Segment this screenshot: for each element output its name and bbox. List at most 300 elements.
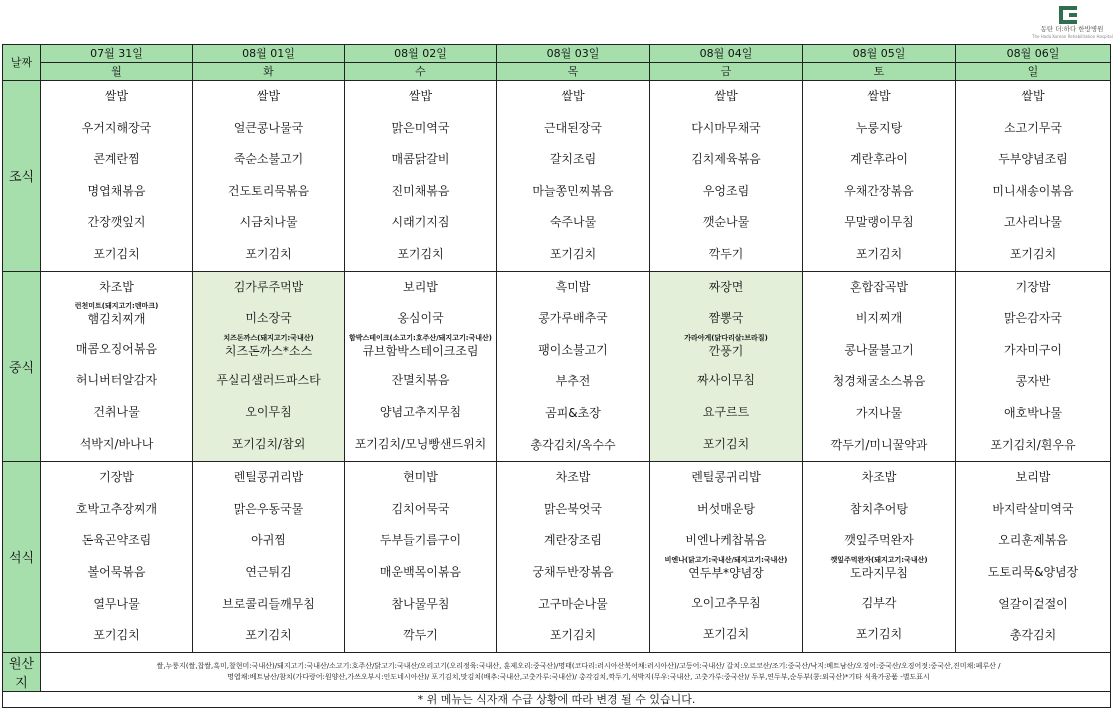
menu-item (193, 303, 344, 335)
menu-item (41, 525, 192, 557)
dish-name: 짬뽕국 (708, 311, 744, 326)
dish-name: 매콤오징어볶음 (75, 341, 158, 356)
dish-name: 맑은우동국물 (233, 501, 304, 516)
menu-item (956, 462, 1110, 494)
menu-item (650, 397, 802, 429)
menu-cell (345, 271, 497, 462)
dish-name: 차조밥 (861, 470, 897, 485)
meal-label: 조식 (3, 81, 41, 272)
menu-item (345, 113, 496, 145)
dish-name: 무말랭이무침 (844, 215, 914, 230)
menu-item (497, 430, 649, 462)
menu-item (956, 144, 1110, 176)
dish-name: 도라지무침 (850, 565, 908, 580)
menu-item (803, 619, 955, 651)
menu-item (41, 272, 192, 304)
dish-name: 연근튀김 (245, 564, 292, 579)
dish-name: 도토리묵&양념장 (987, 564, 1079, 579)
dish-name: 오이무침 (245, 404, 292, 419)
dish-name: 콩가루배추국 (538, 311, 608, 326)
dish-name: 기장밥 (99, 470, 134, 485)
dish-name: 참나물무침 (391, 596, 450, 611)
menu-item (650, 429, 802, 461)
weekday-header: 토 (803, 63, 956, 81)
menu-item (956, 113, 1110, 145)
dish-name: 다시마무채국 (691, 120, 761, 135)
menu-cell (41, 462, 193, 653)
dish-name: 김치어묵국 (391, 501, 450, 516)
dish-name: 깍두기 (403, 628, 438, 643)
menu-item (193, 620, 344, 652)
menu-item (803, 207, 955, 239)
dish-name: 짜사이무침 (697, 373, 755, 388)
dish-name: 건도토리묵볶음 (227, 183, 310, 198)
menu-cell (193, 271, 345, 462)
dish-name: 볼어묵볶음 (87, 564, 146, 579)
menu-item (650, 619, 802, 651)
dish-name: 얼갈이겉절이 (998, 596, 1068, 611)
menu-item (956, 239, 1110, 271)
dish-name: 차조밥 (555, 470, 591, 485)
menu-item (497, 557, 649, 589)
dish-name: 숙주나물 (549, 215, 597, 230)
menu-item (803, 398, 955, 430)
dish-name: 깍두기/미니꿀약과 (830, 437, 928, 452)
dish-name: 혼합잡곡밥 (850, 279, 908, 294)
menu-item (956, 272, 1110, 304)
menu-item (956, 430, 1110, 462)
menu-item (345, 176, 496, 208)
menu-item (193, 365, 344, 397)
dish-name: 우거지해장국 (81, 120, 152, 135)
dish-name: 포기김치 (93, 628, 140, 643)
menu-item (345, 462, 496, 494)
menu-cell (193, 81, 345, 272)
date-column-label: 날짜 (3, 45, 41, 81)
date-header: 07월 31일 (41, 45, 193, 63)
menu-cell (345, 462, 497, 653)
dish-name: 비엔나케찹볶음 (685, 533, 767, 548)
dish-name: 간장깻잎지 (87, 215, 146, 230)
dish-name: 호박고추장찌개 (75, 501, 158, 516)
menu-cell (803, 271, 956, 462)
menu-item (345, 397, 496, 429)
menu-item (956, 335, 1110, 367)
origin-note: 함박스테이크(소고기:호주산/돼지고기:국내산) (348, 333, 493, 342)
dish-name: 돈육곤약조림 (81, 533, 152, 548)
menu-cell (956, 271, 1111, 462)
menu-item (345, 239, 496, 271)
dish-name: 잔멸치볶음 (391, 373, 450, 388)
dish-name: 포기김치 (245, 628, 292, 643)
menu-item (41, 429, 192, 461)
dish-name: 계란장조림 (544, 533, 602, 548)
menu-item (193, 81, 344, 113)
dish-name: 쌀밥 (256, 89, 281, 103)
menu-item (497, 239, 649, 271)
menu-item (41, 365, 192, 397)
menu-item (650, 113, 802, 145)
menu-item (41, 620, 192, 652)
menu-item (956, 589, 1110, 621)
dish-name: 렌틸콩귀리밥 (233, 470, 304, 485)
dish-name: 푸실리샐러드파스타 (216, 373, 321, 388)
hospital-logo (1032, 6, 1112, 38)
dish-name: 허니버터알감자 (75, 373, 158, 388)
dish-name: 두부들기름구이 (379, 533, 462, 548)
origin-note: 가라아게(닭다리살:브라질) (684, 333, 768, 342)
date-header: 08월 03일 (497, 45, 650, 63)
date-header: 08월 01일 (193, 45, 345, 63)
menu-item (956, 176, 1110, 208)
dish-name: 시래기지짐 (391, 215, 450, 230)
dish-name: 깍두기 (708, 246, 744, 261)
menu-item (497, 494, 649, 526)
menu-item (345, 144, 496, 176)
menu-change-notice: * 위 메뉴는 식자재 수급 상황에 따라 변경 될 수 있습니다. (3, 691, 1111, 707)
dish-name: 포기김치 (549, 628, 597, 643)
origin-line-2: 명엽채:베트남산/참치(가다랑어:원양산,가쓰오부시:인도네시아산)/ 포기김치,맛김치(배추:국내산,고춧가루:국내산)/ 총각김치,깍두기,석박지(무우:국내산, 고춧가루:중국산)/ 두부,연두부,순두부(콩:외국산)*기타 식육가공품 -별도표시 (227, 673, 930, 682)
menu-item (497, 366, 649, 398)
dish-name: 미니새송이볶음 (992, 183, 1074, 198)
dish-name: 큐브함박스테이크조림 (362, 343, 479, 358)
menu-item (803, 588, 955, 620)
dish-name: 궁채두반장볶음 (532, 564, 614, 579)
menu-item (803, 239, 955, 271)
menu-item (41, 81, 192, 113)
dish-name: 우엉조림 (702, 183, 750, 198)
dish-name: 포기김치 (855, 246, 903, 261)
dish-name: 시금치나물 (239, 215, 298, 230)
menu-item (193, 144, 344, 176)
dish-name: 근대된장국 (544, 120, 602, 135)
menu-item (956, 366, 1110, 398)
dish-name: 포기김치/모닝빵샌드위치 (354, 436, 487, 451)
dish-name: 마늘쫑민찌볶음 (532, 183, 614, 198)
dish-name: 얼큰콩나물국 (233, 120, 304, 135)
date-header: 08월 05일 (803, 45, 956, 63)
dish-name: 누룽지탕 (855, 120, 903, 135)
menu-item (193, 272, 344, 304)
menu-item (497, 207, 649, 239)
menu-item (497, 113, 649, 145)
menu-cell (497, 462, 650, 653)
menu-item (497, 525, 649, 557)
menu-item (41, 302, 192, 334)
dish-name: 오이고추무침 (691, 595, 761, 610)
dish-name: 포기김치 (549, 246, 597, 261)
weekday-header: 금 (650, 63, 803, 81)
menu-item (345, 429, 496, 461)
menu-item (803, 176, 955, 208)
date-header: 08월 02일 (345, 45, 497, 63)
menu-item (803, 113, 955, 145)
weekday-header: 일 (956, 63, 1111, 81)
menu-item (650, 207, 802, 239)
menu-item (41, 176, 192, 208)
dish-name: 김치제육볶음 (691, 152, 761, 167)
dish-name: 흑미밥 (555, 279, 591, 294)
menu-item (41, 207, 192, 239)
menu-cell (956, 81, 1111, 272)
origin-label: 원산지 (3, 652, 41, 691)
menu-item (497, 398, 649, 430)
weekday-header: 화 (193, 63, 345, 81)
dish-name: 렌틸콩귀리밥 (691, 470, 761, 485)
menu-item (193, 113, 344, 145)
dish-name: 포기김치 (702, 436, 750, 451)
menu-cell (41, 271, 193, 462)
menu-item (345, 620, 496, 652)
menu-item (497, 272, 649, 304)
dish-name: 팽이소불고기 (538, 342, 608, 357)
menu-item (193, 589, 344, 621)
logo-subtitle: The Hada Korean Rehabilitation Hospital (1032, 34, 1113, 39)
dish-name: 쌀밥 (1021, 89, 1045, 103)
meal-row (3, 81, 1111, 272)
menu-item (803, 494, 955, 526)
dish-name: 옹심이국 (397, 311, 444, 326)
menu-item (956, 398, 1110, 430)
menu-item (650, 494, 802, 526)
dish-name: 매운백목이볶음 (379, 564, 462, 579)
menu-cell (650, 271, 803, 462)
dish-name: 부추전 (555, 374, 591, 389)
dish-name: 미소장국 (245, 311, 292, 326)
dish-name: 쌀밥 (104, 89, 129, 103)
origin-line-1: 쌀,누룽지(쌀,찹쌀,흑미,찰현미:국내산)/돼지고기:국내산/소고기:호주산/닭고기:국내산/오리고기(오리정육:국내산, 훈제오리:중국산)/명태(코다리:러시아산북어채:러시아산)/고등어:국내산/ 갈치:오르코산/조기:중국산/낙지:베트남산/오징어:중국산/오징어젓:중국산,진미채:페루산 / (156, 662, 1001, 671)
dish-name: 소고기무국 (1004, 120, 1062, 135)
menu-item (956, 81, 1110, 113)
menu-item (41, 144, 192, 176)
date-header: 08월 06일 (956, 45, 1111, 63)
menu-cell (650, 462, 803, 653)
weekday-header: 수 (345, 63, 497, 81)
menu-cell (956, 462, 1111, 653)
origin-note: 비엔나(닭고기:국내산/돼지고기:국내산) (664, 555, 788, 564)
dish-name: 맑은북엇국 (544, 501, 602, 516)
dish-name: 쌀밥 (867, 89, 891, 103)
menu-item (650, 525, 802, 557)
dish-name: 현미밥 (403, 470, 438, 485)
menu-cell (650, 81, 803, 272)
dish-name: 포기김치/흰우유 (990, 437, 1076, 452)
menu-item (345, 365, 496, 397)
dish-name: 깻잎주먹완자 (844, 533, 914, 548)
dish-name: 콩나물불고기 (844, 342, 914, 357)
origin-note: 치즈돈까스(돼지고기:국내산) (223, 333, 314, 342)
dish-name: 포기김치 (245, 246, 292, 261)
menu-item (650, 176, 802, 208)
menu-item (345, 81, 496, 113)
dish-name: 갈치조림 (549, 152, 597, 167)
menu-item (956, 494, 1110, 526)
dish-name: 깐풍기 (708, 343, 744, 358)
menu-item (345, 494, 496, 526)
dish-name: 연두부*양념장 (688, 565, 764, 580)
dish-name: 포기김치 (397, 246, 444, 261)
menu-item (803, 366, 955, 398)
dish-name: 고구마순나물 (538, 596, 608, 611)
menu-item (650, 556, 802, 588)
menu-item (41, 589, 192, 621)
menu-item (345, 303, 496, 335)
dish-name: 짜장면 (708, 279, 744, 294)
dish-name: 석박지/바나나 (79, 436, 154, 451)
menu-item (41, 113, 192, 145)
date-header: 08월 04일 (650, 45, 803, 63)
menu-item (497, 81, 649, 113)
menu-item (650, 144, 802, 176)
dish-name: 치즈돈까스*소스 (224, 343, 313, 358)
menu-item (193, 557, 344, 589)
menu-item (193, 334, 344, 366)
dish-name: 매콤닭갈비 (391, 152, 450, 167)
menu-cell (41, 81, 193, 272)
dish-name: 쌀밥 (408, 89, 433, 103)
menu-item (956, 525, 1110, 557)
menu-item (803, 556, 955, 588)
menu-cell (193, 462, 345, 653)
dish-name: 요구르트 (702, 404, 750, 419)
menu-item (803, 430, 955, 462)
menu-item (345, 272, 496, 304)
dish-name: 곰피&초장 (545, 405, 601, 420)
menu-item (497, 620, 649, 652)
dish-name: 우채간장볶음 (844, 183, 914, 198)
menu-item (497, 589, 649, 621)
menu-item (650, 272, 802, 304)
dish-name: 명엽채볶음 (87, 183, 146, 198)
weekday-header: 목 (497, 63, 650, 81)
dish-name: 버섯매운탕 (697, 501, 755, 516)
menu-item (193, 239, 344, 271)
dish-name: 콩자반 (1015, 374, 1051, 389)
menu-item (41, 557, 192, 589)
menu-item (345, 207, 496, 239)
menu-item (193, 176, 344, 208)
menu-item (497, 144, 649, 176)
dish-name: 콘계란찜 (93, 152, 140, 167)
dish-name: 가자미구이 (1004, 342, 1062, 357)
menu-item (193, 525, 344, 557)
menu-item (650, 365, 802, 397)
menu-cell (803, 462, 956, 653)
dish-name: 바지락살미역국 (992, 501, 1074, 516)
menu-item (497, 462, 649, 494)
dish-name: 비지찌개 (855, 311, 903, 326)
dish-name: 차조밥 (99, 279, 134, 294)
menu-item (41, 494, 192, 526)
menu-item (650, 462, 802, 494)
menu-cell (497, 81, 650, 272)
meal-row (3, 271, 1111, 462)
dish-name: 햄김치찌개 (87, 312, 146, 327)
menu-item (41, 334, 192, 366)
dish-name: 죽순소불고기 (233, 152, 304, 167)
dish-name: 쌀밥 (561, 89, 585, 103)
menu-item (41, 239, 192, 271)
dish-name: 총각김치/옥수수 (530, 437, 616, 452)
dish-name: 두부양념조림 (998, 152, 1068, 167)
logo-mark-icon (1059, 6, 1077, 24)
dish-name: 보리밥 (403, 279, 438, 294)
dish-name: 열무나물 (93, 596, 140, 611)
dish-name: 보리밥 (1015, 470, 1051, 485)
dish-name: 깻순나물 (702, 215, 750, 230)
menu-item (345, 334, 496, 366)
weekday-header: 월 (41, 63, 193, 81)
menu-item (650, 588, 802, 620)
menu-item (956, 207, 1110, 239)
menu-item (803, 462, 955, 494)
menu-item (956, 557, 1110, 589)
menu-item (650, 81, 802, 113)
dish-name: 포기김치 (702, 627, 750, 642)
dish-name: 양념고추지무침 (379, 404, 462, 419)
menu-cell (803, 81, 956, 272)
dish-name: 김가루주먹밥 (233, 279, 304, 294)
menu-item (497, 303, 649, 335)
dish-name: 김부각 (861, 595, 897, 610)
menu-item (345, 557, 496, 589)
dish-name: 포기김치 (1009, 246, 1057, 261)
origin-info (41, 652, 1111, 691)
menu-item (803, 81, 955, 113)
dish-name: 포기김치/참외 (231, 436, 306, 451)
dish-name: 포기김치 (93, 246, 140, 261)
menu-item (803, 272, 955, 304)
dish-name: 계란후라이 (850, 152, 908, 167)
menu-item (41, 397, 192, 429)
dish-name: 맑은감자국 (1004, 311, 1062, 326)
dish-name: 진미채볶음 (391, 183, 450, 198)
menu-item (497, 176, 649, 208)
menu-item (803, 525, 955, 557)
dish-name: 포기김치 (855, 627, 903, 642)
menu-item (193, 494, 344, 526)
dish-name: 건취나물 (93, 404, 140, 419)
dish-name: 브로콜리들깨무침 (222, 596, 315, 611)
dish-name: 애호박나물 (1004, 405, 1062, 420)
menu-item (803, 303, 955, 335)
menu-item (956, 303, 1110, 335)
dish-name: 청경채굴소스볶음 (832, 374, 926, 389)
menu-item (956, 620, 1110, 652)
dish-name: 맑은미역국 (391, 120, 450, 135)
menu-item (803, 335, 955, 367)
menu-item (650, 303, 802, 335)
origin-note: 깻잎주먹완자(돼지고기:국내산) (830, 555, 928, 564)
menu-item (345, 525, 496, 557)
logo-name: 동탄 더:하다 한방병원 (1040, 25, 1104, 33)
menu-item (803, 144, 955, 176)
dish-name: 오리훈제볶음 (998, 533, 1068, 548)
origin-note: 런천미트(돼지고기:덴마크) (74, 302, 159, 311)
menu-item (193, 207, 344, 239)
dish-name: 기장밥 (1015, 279, 1051, 294)
menu-item (650, 239, 802, 271)
dish-name: 아귀찜 (251, 533, 286, 548)
menu-item (345, 589, 496, 621)
dish-name: 쌀밥 (714, 89, 738, 103)
menu-item (497, 335, 649, 367)
meal-label: 석식 (3, 462, 41, 653)
menu-item (41, 462, 192, 494)
menu-cell (497, 271, 650, 462)
menu-cell (345, 81, 497, 272)
meal-row (3, 462, 1111, 653)
